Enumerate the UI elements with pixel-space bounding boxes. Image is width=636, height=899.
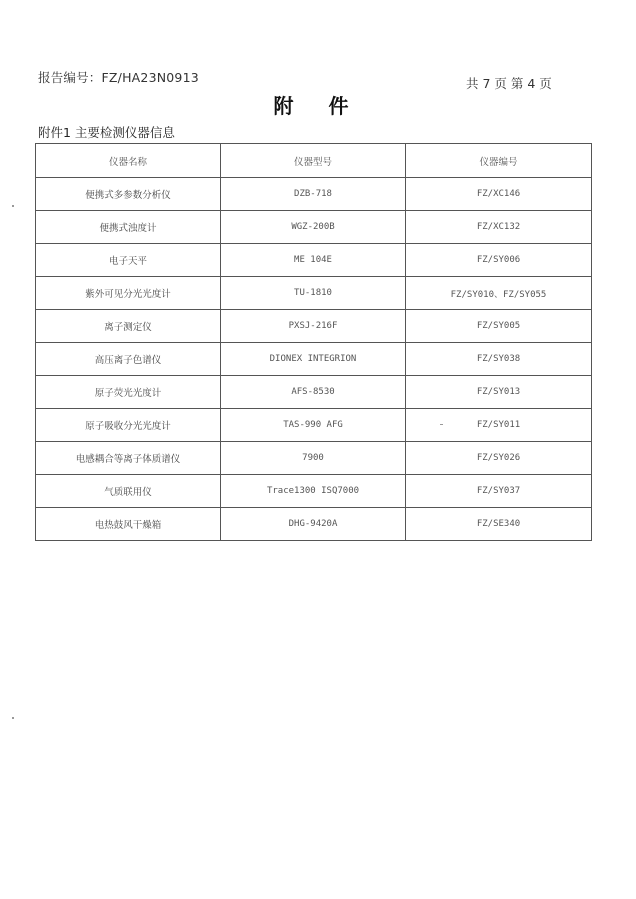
table-row (36, 376, 592, 409)
instrument-table (35, 143, 592, 541)
table-row (36, 244, 592, 277)
instrument-name: 电子天平 (36, 244, 221, 277)
section-subtitle: 附件1 主要检测仪器信息 (38, 125, 175, 140)
instrument-number: FZ/SY006 (406, 244, 592, 277)
scan-speck (12, 205, 14, 207)
table-row (36, 343, 592, 376)
instrument-name: 紫外可见分光光度计 (36, 277, 221, 310)
table-header-row (36, 144, 592, 178)
page-title: 附 件 (273, 94, 363, 118)
instrument-name: 电热鼓风干燥箱 (36, 508, 221, 541)
instrument-model: TAS-990 AFG (221, 409, 406, 442)
instrument-name: 电感耦合等离子体质谱仪 (36, 442, 221, 475)
table-row (36, 277, 592, 310)
instrument-model: DHG-9420A (221, 508, 406, 541)
table-row (36, 310, 592, 343)
instrument-model: DIONEX INTEGRION (221, 343, 406, 376)
instrument-number: FZ/XC132 (406, 211, 592, 244)
instrument-name: 气质联用仪 (36, 475, 221, 508)
instrument-name: 原子吸收分光光度计 (36, 409, 221, 442)
instrument-number: FZ/SE340 (406, 508, 592, 541)
column-header-number: 仪器编号 (406, 144, 592, 178)
instrument-model: DZB-718 (221, 178, 406, 211)
instrument-model: 7900 (221, 442, 406, 475)
table-row (36, 409, 592, 442)
table-row (36, 442, 592, 475)
column-header-model: 仪器型号 (221, 144, 406, 178)
instrument-model: ME 104E (221, 244, 406, 277)
instrument-model: Trace1300 ISQ7000 (221, 475, 406, 508)
instrument-name: 便携式多参数分析仪 (36, 178, 221, 211)
table-row (36, 508, 592, 541)
instrument-name: 离子测定仪 (36, 310, 221, 343)
instrument-model: TU-1810 (221, 277, 406, 310)
instrument-name: 便携式浊度计 (36, 211, 221, 244)
instrument-model: PXSJ-216F (221, 310, 406, 343)
instrument-name: 原子荧光光度计 (36, 376, 221, 409)
instrument-number: FZ/SY013 (406, 376, 592, 409)
instrument-model: WGZ-200B (221, 211, 406, 244)
instrument-number: FZ/SY010、FZ/SY055 (406, 277, 592, 310)
instrument-number: FZ/SY005 (406, 310, 592, 343)
table-row (36, 178, 592, 211)
table-row (36, 475, 592, 508)
instrument-name: 高压离子色谱仪 (36, 343, 221, 376)
instrument-number: FZ/SY026 (406, 442, 592, 475)
instrument-number: FZ/SY037 (406, 475, 592, 508)
instrument-number: FZ/SY038 (406, 343, 592, 376)
page-indicator: 共 7 页 第 4 页 (466, 76, 552, 91)
instrument-number: FZ/SY011 (406, 409, 592, 442)
scan-speck (12, 717, 14, 719)
instrument-number: FZ/XC146 (406, 178, 592, 211)
scan-speck (440, 424, 443, 425)
column-header-name: 仪器名称 (36, 144, 221, 178)
instrument-model: AFS-8530 (221, 376, 406, 409)
table-row (36, 211, 592, 244)
report-number: 报告编号：FZ/HA23N0913 (38, 70, 199, 85)
